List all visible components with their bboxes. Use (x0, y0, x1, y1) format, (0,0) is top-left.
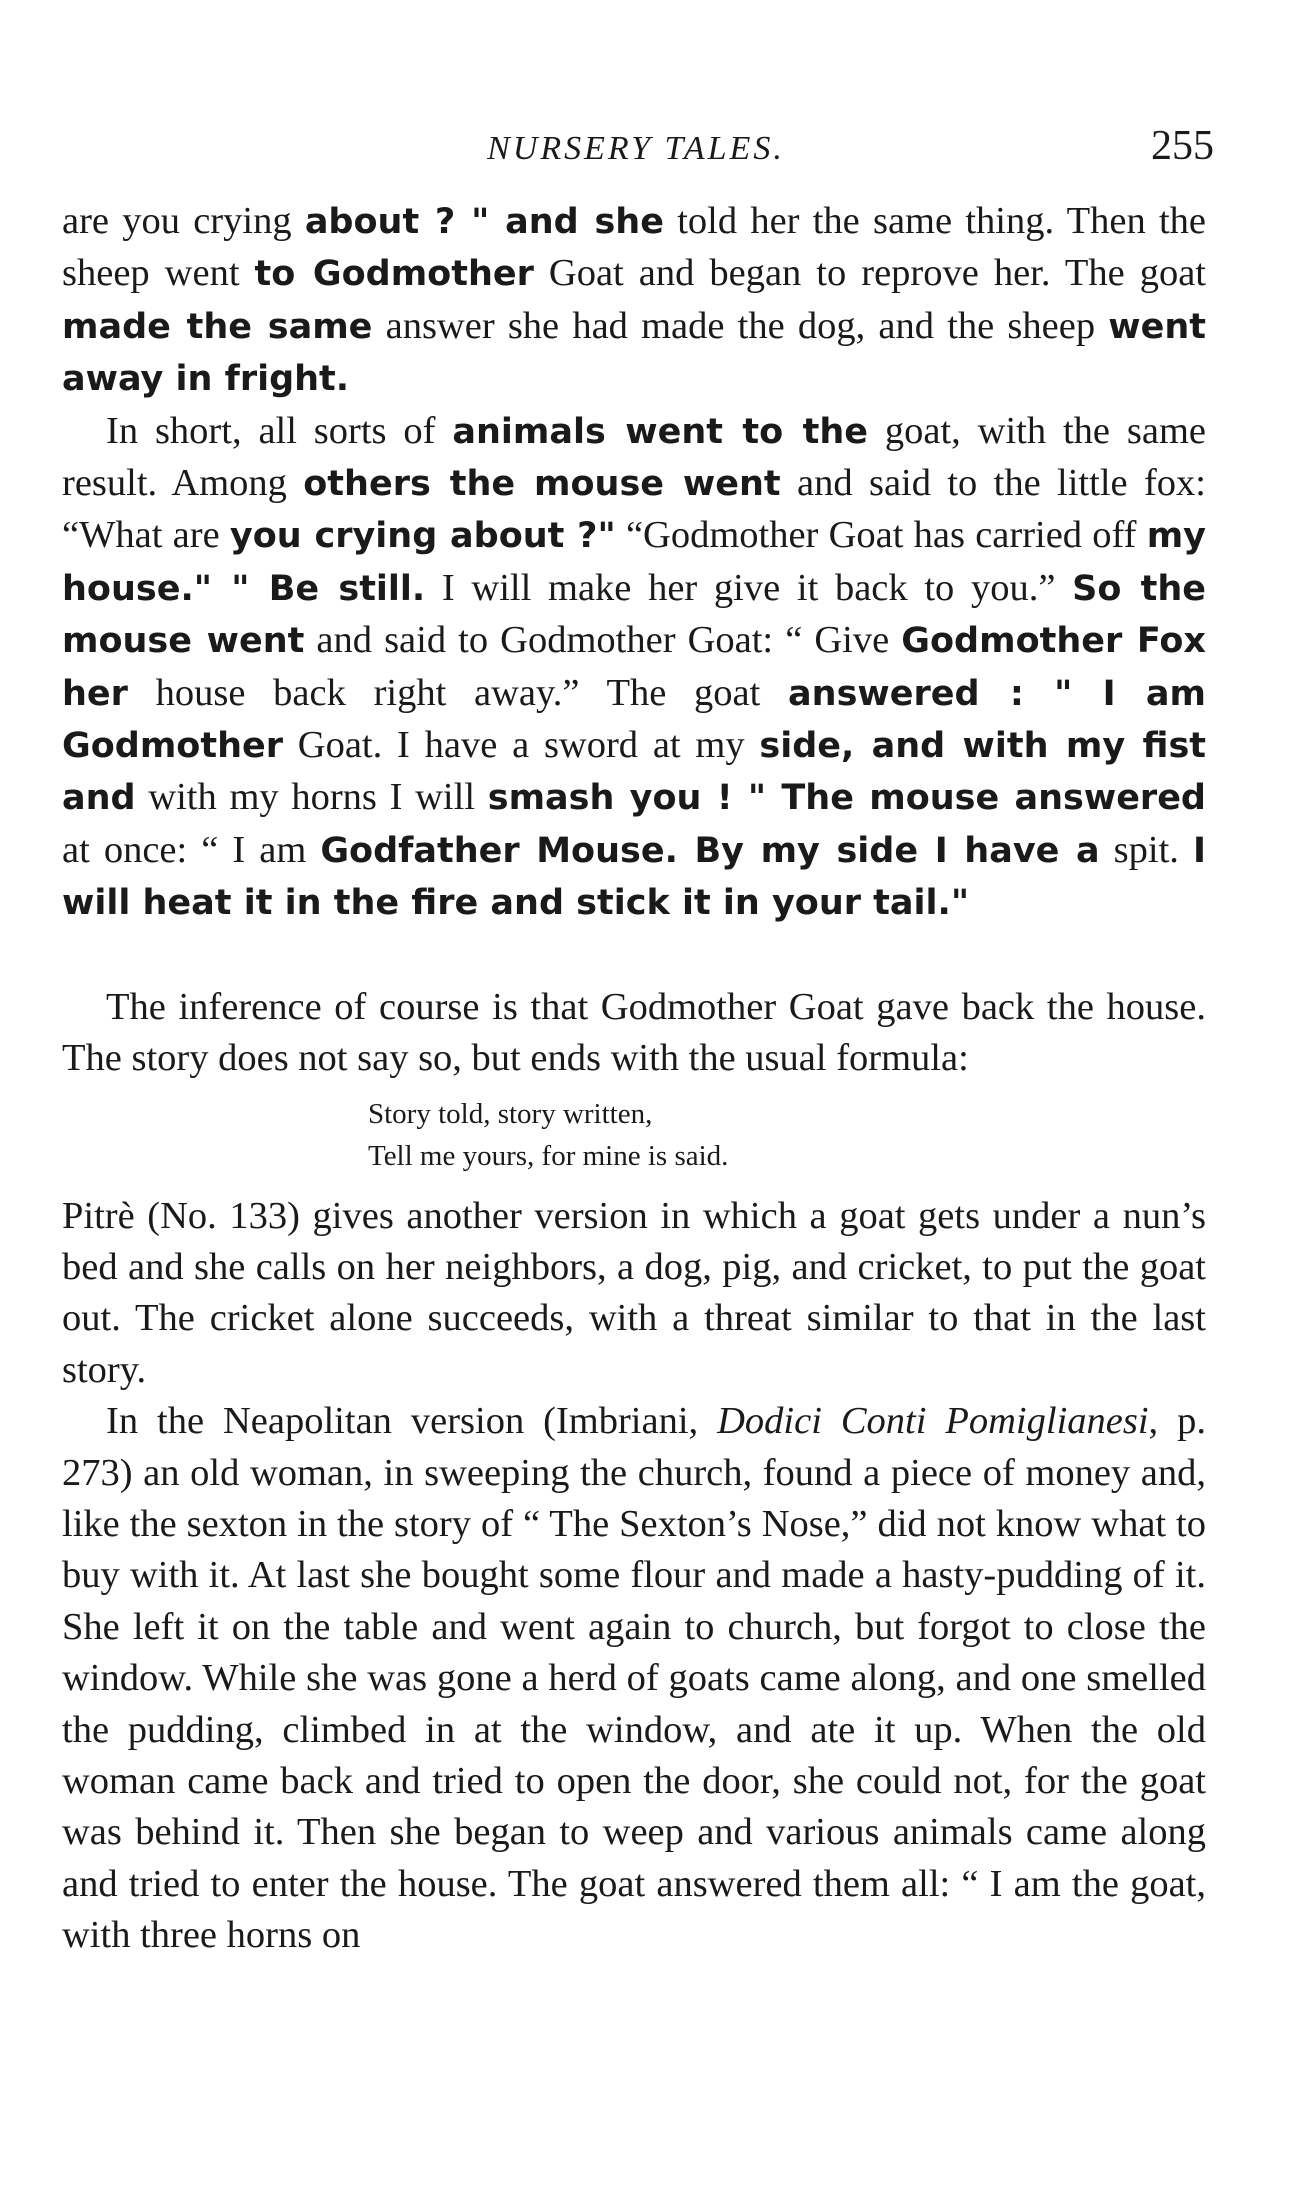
text-run: “Godmother Goat has carried off (615, 514, 1147, 557)
bold-run: Godfather Mouse. By my side I have a (320, 830, 1100, 871)
text-run: at once: “ I am (62, 828, 321, 871)
text-run: answer she had made the dog, and the sheep (372, 304, 1109, 347)
bold-run: answered : " I am Godmother (62, 673, 1206, 767)
bold-run: about ? " and she (304, 202, 664, 242)
bold-run: Godmother Fox her (62, 621, 1206, 714)
text-run: Goat and began to reprove her. The goat (533, 252, 1206, 295)
bold-run: you crying about ?" (229, 516, 616, 557)
text-run: , p. 273) an old woman, in sweeping the church, found a piece of money and, like the sexton in the story of “ The Sexton’s Nose,” did not know what to buy with it. At last she bought some flour and made a hasty-pudding of it. She left it on the table and went again to church, but forgot to close the window. While she was gone a herd of goats came along, and one smelled the pudding, climbed in at the window, and ate it up. When the old woman came back and tried to open the door, she could not, for the goat was behind it. Then she began to weep and various animals came along and tried to enter the house. The goat answered them all: “ I am the goat, with three horns on (62, 1400, 1206, 1957)
paragraph-4: Pitrè (No. 133) gives another version in which a goat gets under a nun’s bed and she calls on her neighbors, a dog, pig, and cricket, to put the goat out. The cricket alone succeeds, with a threat similar to that in the last story. (62, 1194, 1206, 1391)
text-run: In the Neapolitan version (Imbriani, (106, 1400, 718, 1443)
bold-run: I will heat it in the fire and stick it in your tail." (62, 830, 1206, 924)
bold-run: others the mouse went (303, 464, 781, 505)
paragraph-5 (62, 1396, 1206, 1961)
text-run: and said to Godmother Goat: “ Give (304, 619, 902, 662)
body-text (62, 196, 1206, 1962)
text-run: spit. (1099, 828, 1193, 871)
text-run: with my horns I will (135, 776, 488, 819)
text-run: Goat. I have a sword at my (283, 724, 760, 767)
paragraph-1 (62, 196, 1206, 406)
bold-run: side, and with my fist and (62, 726, 1207, 819)
bold-run: went away in fright. (62, 306, 1206, 400)
bold-run: my house." " Be still. (62, 516, 1206, 609)
italic-citation: Dodici Conti Pomiglianesi (717, 1400, 1149, 1443)
verse-line-1: Story told, story written, (368, 1097, 653, 1130)
bold-run: smash you ! " The mouse answered (487, 778, 1206, 819)
text-run: In short, all sorts of (106, 409, 453, 452)
bold-run: animals went to the (452, 411, 868, 452)
page-number: 255 (1151, 123, 1214, 169)
text-run: told her the same thing. Then the sheep went (62, 200, 1206, 295)
text-run: I will make her give it back to you.” (425, 566, 1073, 609)
verse-line-2: Tell me yours, for mine is said. (368, 1139, 729, 1172)
text-run: house back right away.” The goat (127, 671, 789, 714)
text-run: and said to the little fox: “What are (62, 462, 1206, 557)
section-gap (62, 930, 1206, 982)
paragraph-2 (62, 406, 1206, 930)
running-title: NURSERY TALES. (487, 130, 785, 167)
bold-run: So the mouse went (62, 568, 1206, 662)
text-run: goat, with the same result. Among (62, 409, 1206, 505)
page-header (66, 122, 1214, 182)
text-run: are you crying (62, 200, 305, 242)
verse-formula (368, 1093, 1206, 1177)
bold-run: made the same (62, 306, 373, 347)
bold-run: to Godmother (254, 254, 534, 295)
paragraph-3: The inference of course is that Godmother Goat gave back the house. The story does not say so, but ends with the usual formula: (62, 985, 1206, 1080)
